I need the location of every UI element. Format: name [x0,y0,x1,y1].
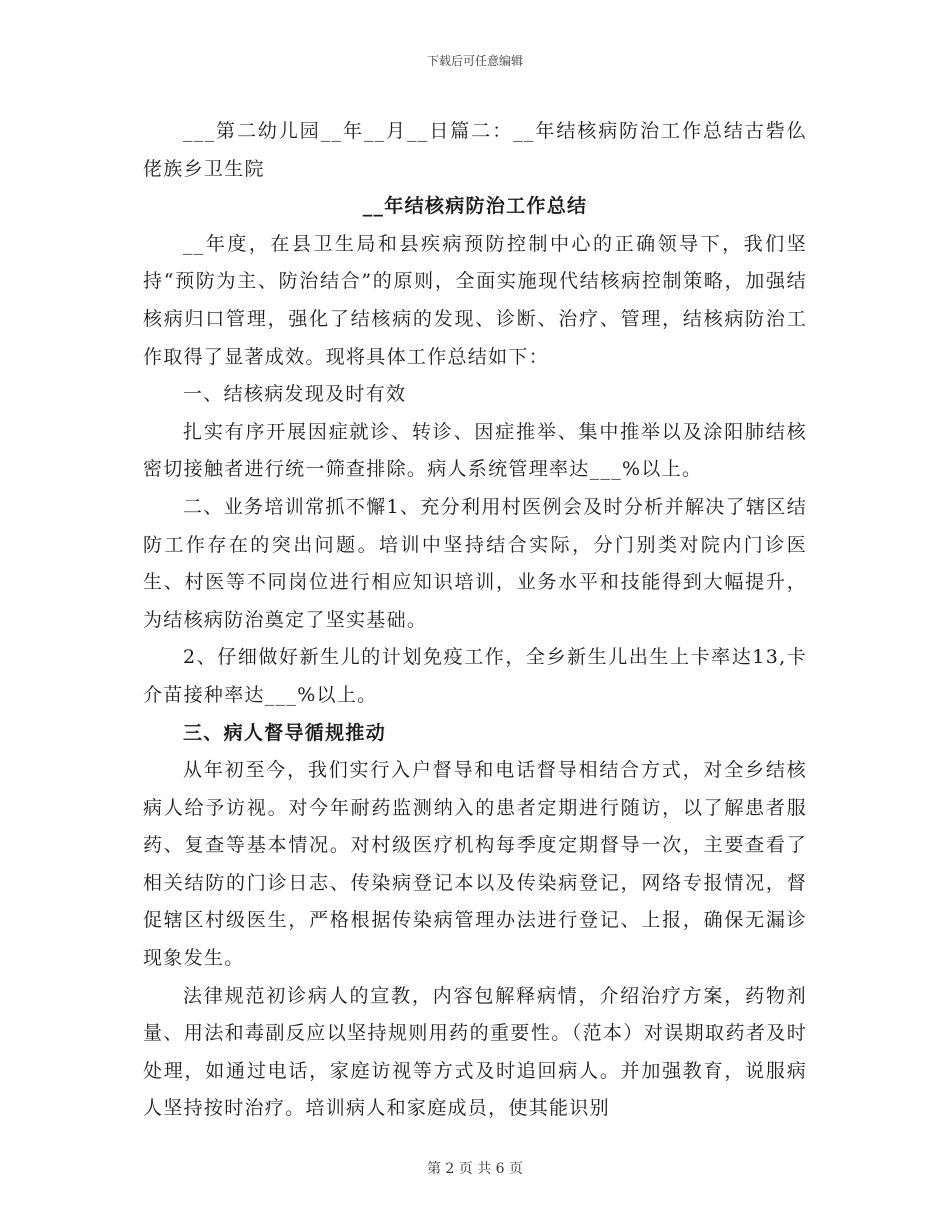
intro-line: ___第二幼儿园__年__月__日篇二：__年结核病防治工作总结古砦仫佬族乡卫生院 [143,120,807,180]
page-header: 下载后可任意编辑 [426,54,523,68]
paragraph-discovery: 扎实有序开展因症就诊、转诊、因症推举、集中推举以及涂阳肺结核密切接触者进行统一筛查排除。病人系统管理率达___%以上。 [143,420,807,481]
section-heading-1: 一、结核病发现及时有效 [183,383,407,406]
paragraph-overview: __年度，在县卫生局和县疾病预防控制中心的正确领导下，我们坚持“预防为主、防治结合”的原则，全面实施现代结核病控制策略，加强结核病归口管理，强化了结核病的发现、诊断、治疗、管理，结核病防治工作取得了显著成效。现将具体工作总结如下： [143,232,807,368]
document-title: __年结核病防治工作总结 [362,195,588,218]
paragraph-supervision: 从年初至今，我们实行入户督导和电话督导相结合方式，对全乡结核病人给予访视。对今年耐药监测纳入的患者定期进行随访，以了解患者服药、复查等基本情况。对村级医疗机构每季度定期督导一次，主要查看了相关结防的门诊日志、传染病登记本以及传染病登记，网络专报情况，督促辖区村级医生，严格根据传染病管理办法进行登记、上报，确保无漏诊现象发生。 [143,759,807,970]
paragraph-education: 法律规范初诊病人的宣教，内容包解释病情，介绍治疗方案，药物剂量、用法和毒副反应以坚持规则用药的重要性。（范本）对误期取药者及时处理，如通过电话，家庭访视等方式及时追回病人。并加强教育，说服病人坚持按时治疗。培训病人和家庭成员，使其能识别 [143,984,807,1120]
document-body [143,113,807,1128]
paragraph-training: 二、业务培训常抓不懈1、充分利用村医例会及时分析并解决了辖区结防工作存在的突出问题。培训中坚持结合实际，分门别类对院内门诊医生、村医等不同岗位进行相应知识培训，业务水平和技能得到大幅提升，为结核病防治奠定了坚实基础。 [143,495,807,631]
page-footer: 第 2 页 共 6 页 [426,1161,524,1177]
paragraph-immunization: 2、仔细做好新生儿的计划免疫工作，全乡新生儿出生上卡率达13,卡介苗接种率达___%以上。 [143,646,807,706]
section-heading-3: 三、病人督导循规推动 [183,721,387,744]
